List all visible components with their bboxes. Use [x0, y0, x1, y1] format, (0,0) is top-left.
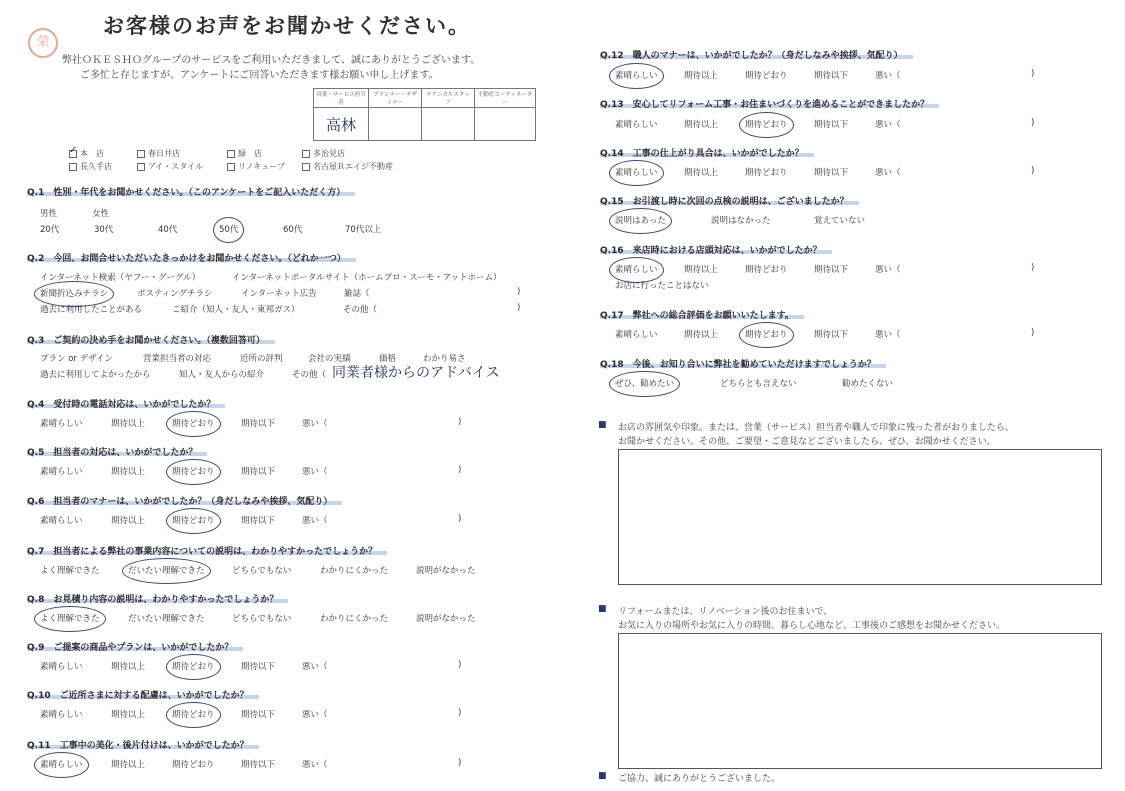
q1-age-option[interactable]: 70代以上 [345, 225, 382, 235]
q13-heading: Q.13 安心してリフォーム工事・お住まいづくりを進めることができましたか？ [600, 97, 939, 110]
store-checkbox[interactable]: 多治見店 [302, 148, 345, 159]
q14-heading: Q.14 工事の仕上がり具合は、いかがでしたか？ [600, 146, 814, 159]
store-checkbox[interactable]: 名古屋Ｒエイジ不動産 [302, 161, 393, 172]
q14-option[interactable]: 期待どおり [745, 168, 788, 178]
staff-header: プランナー・デザイナー [369, 89, 422, 108]
staff-technical-value[interactable] [422, 108, 475, 141]
q4-option[interactable]: 期待以上 [111, 419, 146, 429]
q4-option[interactable]: 素晴らしい [40, 419, 83, 429]
q15-option[interactable]: 覚えていない [814, 216, 866, 226]
q4-heading: Q.4 受付時の電話対応は、いかがでしたか？ [27, 397, 225, 410]
q6-heading: Q.6 担当者のマナーは、いかがでしたか？（身だしなみや挨拶、気配り） [27, 494, 342, 507]
q1-age-option[interactable]: 60代 [283, 225, 303, 235]
footer-bullet-icon: ■ [598, 771, 607, 781]
q13-option-selected[interactable]: 期待どおり [745, 120, 788, 130]
q18-option[interactable]: どちらとも言えない [720, 379, 797, 389]
page-title: お客様のお声をお聞かせください。 [103, 14, 471, 38]
q3-option[interactable]: わかり易さ [423, 354, 466, 364]
q4-paren-close: ) [458, 417, 462, 427]
q13-option[interactable]: 期待以上 [684, 120, 719, 130]
company-seal-stamp: 荣 [28, 28, 58, 58]
q5-heading: Q.5 担当者の対応は、いかがでしたか？ [27, 445, 207, 458]
q10-paren-close: ) [458, 708, 462, 718]
q9-option[interactable]: 期待以上 [111, 662, 146, 672]
q11-heading: Q.11 工事中の美化・後片付けは、いかがでしたか？ [27, 738, 259, 751]
store-checkbox[interactable]: 緑 店 [227, 148, 262, 159]
q14-option[interactable]: 期待以下 [814, 168, 849, 178]
q8-option[interactable]: 説明がなかった [416, 614, 476, 624]
q12-option[interactable]: 期待以下 [814, 71, 849, 81]
q10-option[interactable]: 素晴らしい [40, 710, 83, 720]
q16-option[interactable]: 悪い（ [875, 265, 901, 275]
q12-option[interactable]: 期待どおり [745, 71, 788, 81]
q16-paren-close: ) [1031, 263, 1035, 273]
q13-paren-close: ) [1031, 118, 1035, 128]
q10-option-selected[interactable]: 期待どおり [172, 710, 215, 720]
q3-option[interactable]: 価格 [379, 354, 397, 364]
q5-paren-close: ) [458, 465, 462, 475]
q14-paren-close: ) [1031, 166, 1035, 176]
q11-paren-close: ) [458, 758, 462, 768]
store-checkbox[interactable]: 春日井店 [137, 148, 180, 159]
q2-paren-close: ) [517, 303, 521, 313]
q17-option[interactable]: 期待以下 [814, 330, 849, 340]
q16-option-selected[interactable]: 素晴らしい [615, 265, 658, 275]
staff-sales-value[interactable]: 高林 [314, 108, 369, 141]
q6-paren-close: ) [458, 514, 462, 524]
q14-option[interactable]: 悪い（ [875, 168, 901, 178]
q7-heading: Q.7 担当者による弊社の事業内容についての説明は、わかりやすかったでしょうか？ [27, 544, 387, 557]
q17-option[interactable]: 悪い（ [875, 330, 901, 340]
store-checkbox[interactable]: 長久手店 [69, 161, 112, 172]
q3-option[interactable]: 営業担当者の対応 [143, 354, 212, 364]
q1-gender-option[interactable]: 男性 [40, 209, 58, 219]
q12-option[interactable]: 悪い（ [875, 71, 901, 81]
q8-option[interactable]: わかりにくかった [320, 614, 389, 624]
q16-heading: Q.16 来店時における店頭対応は、いかがでしたか？ [600, 243, 832, 256]
q8-option[interactable]: だいたい理解できた [128, 614, 205, 624]
comment2-prompt-line-1: リフォームまたは、リノベーション後のお住まいで、 [618, 607, 833, 617]
q8-heading: Q.8 お見積り内容の説明は、わかりやすかったでしょうか？ [27, 592, 288, 605]
comment1-prompt-line-2: お聞かせください。その他、ご要望・ご意見などございましたら、ぜひ、お聞かせください。 [618, 437, 996, 447]
comment1-textarea[interactable] [618, 449, 1102, 585]
q11-option-selected[interactable]: 素晴らしい [40, 760, 83, 770]
q10-option[interactable]: 期待以下 [241, 710, 276, 720]
store-checkbox[interactable]: リノキューブ [227, 161, 285, 172]
q14-option[interactable]: 期待以上 [684, 168, 719, 178]
q5-option[interactable]: 悪い（ [302, 467, 328, 477]
q9-option[interactable]: 期待以下 [241, 662, 276, 672]
q4-option-selected[interactable]: 期待どおり [172, 419, 215, 429]
q9-paren-close: ) [458, 660, 462, 670]
q13-option[interactable]: 期待以下 [814, 120, 849, 130]
comment1-prompt-line-1: お店の雰囲気や印象。または、営業（サービス）担当者や職人で印象に残った者がおりましたら、 [618, 423, 1015, 433]
q6-option[interactable]: 素晴らしい [40, 516, 83, 526]
q13-option[interactable]: 素晴らしい [615, 120, 658, 130]
q3-option[interactable]: 近所の評判 [240, 354, 283, 364]
q16-option[interactable]: 期待以下 [814, 265, 849, 275]
comment2-bullet-icon: ■ [598, 604, 607, 614]
q6-option[interactable]: 期待以下 [241, 516, 276, 526]
q4-option[interactable]: 期待以下 [241, 419, 276, 429]
q17-option[interactable]: 素晴らしい [615, 330, 658, 340]
q16-option-never-visited[interactable]: お店に行ったことはない [615, 281, 709, 291]
q1-age-option[interactable]: 20代 [40, 225, 60, 235]
store-checkbox[interactable]: アイ・スタイル [137, 161, 203, 172]
q18-heading: Q.18 今後、お知り合いに弊社を勧めていただけますでしょうか？ [600, 357, 886, 370]
q7-option[interactable]: よく理解できた [40, 566, 100, 576]
q8-option-selected[interactable]: よく理解できた [40, 614, 100, 624]
staff-header: 営業・サービス担当者 [314, 89, 369, 108]
comment2-prompt-line-2: お気に入りの場所やお気に入りの時間、暮らし心地など、工事後のご感想をお聞かせください。 [618, 621, 1006, 631]
q18-option[interactable]: 勧めたくない [842, 379, 894, 389]
q8-option[interactable]: どちらでもない [232, 614, 292, 624]
q2-option[interactable]: インターネット広告 [241, 289, 317, 299]
q2-option-selected[interactable]: 新聞折込みチラシ [40, 289, 109, 299]
q2-option[interactable]: ポスティングチラシ [137, 289, 213, 299]
q5-option[interactable]: 期待以上 [111, 467, 146, 477]
q2-paren-close: ) [517, 287, 521, 297]
q1-age-option-selected[interactable]: 50代 [219, 225, 239, 235]
q5-option[interactable]: 素晴らしい [40, 467, 83, 477]
q3-option-other[interactable]: その他（ [292, 370, 327, 380]
store-checkbox[interactable]: ✓本 店 [69, 148, 104, 159]
q3-heading: Q.3 ご契約の決め手をお聞かせください。（複数回答可） [27, 333, 275, 346]
q1-heading: Q.1 性別・年代をお聞かせください。（このアンケートをご記入いただく方） [27, 185, 355, 198]
q2-heading: Q.2 今回、お問合せいただいたきっかけをお聞かせください。（どれか一つ） [27, 251, 356, 264]
q11-option[interactable]: 期待以上 [111, 760, 146, 770]
q7-option[interactable]: 説明がなかった [416, 566, 476, 576]
q3-handwritten-answer[interactable]: 同業者様からのアドバイス [332, 365, 500, 381]
q6-option-selected[interactable]: 期待どおり [172, 516, 215, 526]
q7-option[interactable]: どちらでもない [232, 566, 292, 576]
q7-option-selected[interactable]: だいたい理解できた [128, 566, 205, 576]
q3-option[interactable]: 知人・友人からの紹介 [179, 370, 265, 380]
q10-option[interactable]: 悪い（ [302, 710, 328, 720]
footer-thanks: ご協力、誠にありがとうございました。 [618, 774, 781, 784]
staff-planner-value[interactable] [369, 108, 422, 141]
q7-option[interactable]: わかりにくかった [320, 566, 389, 576]
q2-option[interactable]: インターネット検索（ヤフー・グーグル） [40, 273, 201, 283]
q17-option-selected[interactable]: 期待どおり [745, 330, 788, 340]
q10-option[interactable]: 期待以上 [111, 710, 146, 720]
q11-option[interactable]: 期待どおり [172, 760, 215, 770]
q1-gender-option[interactable]: 女性 [92, 209, 110, 219]
staff-header: テクニカルスタッフ [422, 89, 475, 108]
q9-option[interactable]: 悪い（ [302, 662, 328, 672]
q16-option[interactable]: 期待どおり [745, 265, 788, 275]
q12-option[interactable]: 期待以上 [684, 71, 719, 81]
q9-option[interactable]: 素晴らしい [40, 662, 83, 672]
q13-option[interactable]: 悪い（ [875, 120, 901, 130]
q3-option[interactable]: 過去に利用してよかったから [40, 370, 151, 380]
q9-option-selected[interactable]: 期待どおり [172, 662, 215, 672]
staff-header: 不動産コーディネーター [475, 89, 536, 108]
q5-option-selected[interactable]: 期待どおり [172, 467, 215, 477]
q11-option[interactable]: 悪い（ [302, 760, 328, 770]
q16-option[interactable]: 期待以上 [684, 265, 719, 275]
intro-line-2: ご多忙と存じますが、アンケートにご回答いただきます様お願い申し上げます。 [80, 70, 439, 81]
q2-option-magazine[interactable]: 雑誌（ [344, 289, 370, 299]
q2-option[interactable]: ご紹介（知人・友人・東邦ガス） [172, 305, 300, 315]
q15-option-selected[interactable]: 説明はあった [615, 216, 666, 226]
q9-heading: Q.9 ご提案の商品やプランは、いかがでしたか？ [27, 640, 243, 653]
q15-option[interactable]: 説明はなかった [711, 216, 771, 226]
q6-option[interactable]: 期待以上 [111, 516, 146, 526]
q11-option[interactable]: 期待以下 [241, 760, 276, 770]
q2-option[interactable]: 過去に利用したことがある [40, 305, 143, 315]
q5-option[interactable]: 期待以下 [241, 467, 276, 477]
q1-age-option[interactable]: 30代 [94, 225, 114, 235]
intro-line-1: 弊社ＯＫＥＳＨＯグループのサービスをご利用いただきまして、誠にありがとうございます。 [62, 55, 481, 66]
comment2-textarea[interactable] [618, 633, 1102, 769]
q14-option-selected[interactable]: 素晴らしい [615, 168, 658, 178]
q3-option[interactable]: 会社の実績 [308, 354, 351, 364]
staff-table [313, 88, 536, 141]
q3-option[interactable]: プラン or デザイン [40, 354, 114, 364]
q17-paren-close: ) [1031, 328, 1035, 338]
q17-option[interactable]: 期待以上 [684, 330, 719, 340]
q10-heading: Q.10 ご近所さまに対する配慮は、いかがでしたか？ [27, 688, 259, 701]
q1-age-option[interactable]: 40代 [158, 225, 178, 235]
q17-heading: Q.17 弊社への総合評価をお願いいたします。 [600, 308, 804, 321]
comment1-bullet-icon: ■ [598, 420, 607, 430]
staff-realestate-value[interactable] [475, 108, 536, 141]
q4-option[interactable]: 悪い（ [302, 419, 328, 429]
q6-option[interactable]: 悪い（ [302, 516, 328, 526]
q2-option[interactable]: インターネットポータルサイト（ホームプロ・スーモ・アットホーム） [232, 273, 502, 283]
q2-option-other[interactable]: その他（ [343, 305, 378, 315]
q15-heading: Q.15 お引渡し時に次回の点検の説明は、ございましたか？ [600, 194, 859, 207]
q12-paren-close: ) [1031, 69, 1035, 79]
q12-heading: Q.12 職人のマナーは、いかがでしたか？（身だしなみや挨拶、気配り） [600, 48, 913, 61]
q18-option-selected[interactable]: ぜひ、勧めたい [615, 379, 675, 389]
q12-option-selected[interactable]: 素晴らしい [615, 71, 658, 81]
